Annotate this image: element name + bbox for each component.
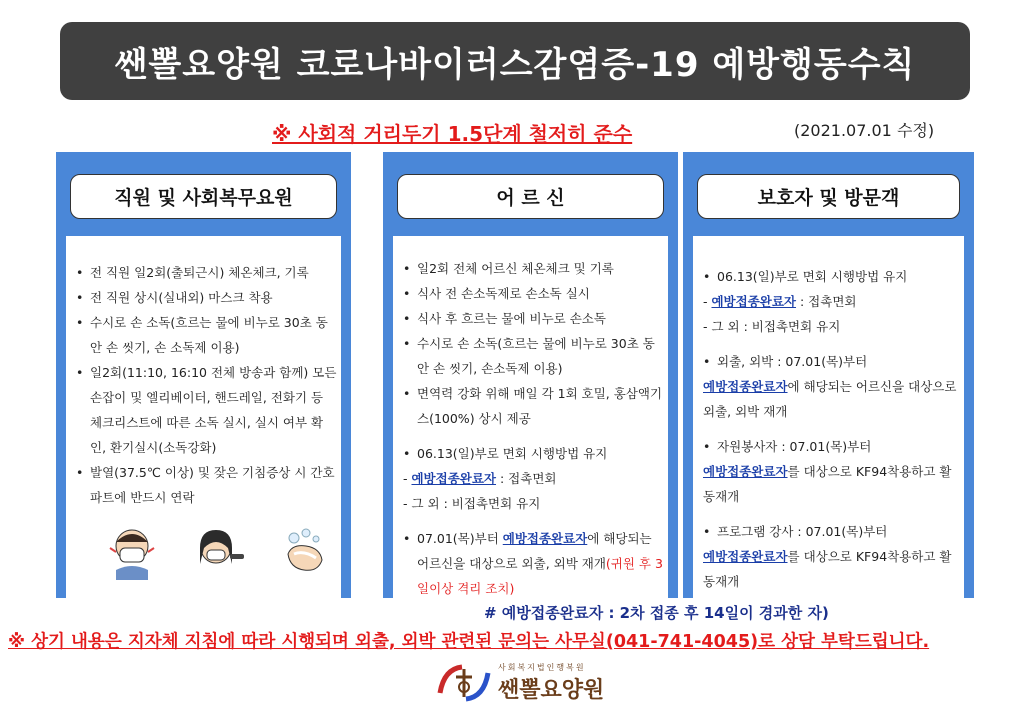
- list-item: • 전 직원 일2회(출퇴근시) 체온체크, 기록: [76, 260, 339, 285]
- page-title: 쌘뽈요양원 코로나바이러스감염증-19 예방행동수칙: [114, 44, 916, 85]
- distancing-notice: ※ 사회적 거리두기 1.5단계 철저히 준수: [272, 122, 633, 146]
- lecturer-detail: [703, 544, 962, 594]
- column-header: 어 르 신: [397, 174, 664, 219]
- volunteer-suffix: 를 대상으로 KF94착용하고 활동재개: [703, 464, 952, 504]
- column-residents: [383, 152, 678, 598]
- isolation-note: (귀원 후 3일이상 격리 조치): [417, 556, 663, 596]
- visit-other-line: - 그 외 : 비접촉면회 유지: [703, 319, 841, 334]
- list-item: • 일2회 전체 어르신 체온체크 및 기록: [403, 256, 666, 281]
- outing-suffix: 에 해당되는 어르신을 대상으로 외출, 외박 재개: [417, 531, 652, 571]
- vaccinated-link[interactable]: 예방접종완료자: [502, 531, 588, 546]
- revision-date: (2021.07.01 수정): [794, 121, 935, 140]
- org-subtitle: 사회복지법인행복원: [498, 663, 586, 672]
- resident-rules-list: [403, 256, 666, 601]
- vaccinated-definition: # 예방접종완료자 : 2차 접종 후 14일이 경과한 자): [484, 604, 829, 622]
- vaccinated-link[interactable]: 예방접종완료자: [703, 549, 788, 564]
- list-item: • 자원봉사자 : 07.01(목)부터: [703, 434, 962, 459]
- list-item: • 전 직원 상시(실내외) 마스크 착용: [76, 285, 339, 310]
- list-item: • 외출, 외박 : 07.01(목)부터: [703, 349, 962, 374]
- list-item: • 식사 전 손소독제로 손소독 실시: [403, 281, 666, 306]
- outing-prefix: 07.01(목)부터: [417, 531, 503, 546]
- list-item: • 수시로 손 소독(흐르는 물에 비누로 30초 동안 손 씻기, 손 소독제 이용): [76, 310, 339, 360]
- column-header: 직원 및 사회복무요원: [70, 174, 337, 219]
- column-visitors: [683, 152, 974, 598]
- org-logo-icon: [436, 663, 492, 703]
- lecturer-suffix: 를 대상으로 KF94착용하고 활동재개: [703, 549, 952, 589]
- hand-washing-icon: [276, 524, 332, 580]
- vaccinated-link[interactable]: 예방접종완료자: [703, 379, 788, 394]
- visit-other-line: - 그 외 : 비접촉면회 유지: [403, 496, 541, 511]
- title-banner: [60, 22, 970, 100]
- contact-notice: ※ 상기 내용은 지자체 지침에 따라 시행되며 외출, 외박 관련된 문의는 사무실(041-741-4045)로 상담 부탁드립니다.: [8, 632, 930, 652]
- visitor-rules-list: [703, 264, 962, 594]
- column-header: 보호자 및 방문객: [697, 174, 960, 219]
- outing-suffix: 에 해당되는 어르신을 대상으로 외출, 외박 재개: [703, 379, 957, 419]
- column-staff: [56, 152, 351, 598]
- list-item: • 프로그램 강사 : 07.01(목)부터: [703, 519, 962, 544]
- org-logo: [436, 662, 604, 704]
- list-item: • 06.13(일)부로 면회 시행방법 유지: [403, 441, 666, 466]
- list-item: • 일2회(11:10, 16:10 전체 방송과 함께) 모든 손잡이 및 엘리베이터, 핸드레일, 전화기 등 체크리스트에 따른 소독 실시, 실시 여부 확인, 환기실시(소독강화): [76, 360, 339, 460]
- list-item: • 식사 후 흐르는 물에 비누로 손소독: [403, 306, 666, 331]
- org-logo-text: [498, 662, 604, 704]
- vaccinated-link[interactable]: 예방접종완료자: [703, 464, 788, 479]
- list-item: • 발열(37.5℃ 이상) 및 잦은 기침증상 시 간호파트에 반드시 연락: [76, 460, 339, 510]
- hygiene-illustrations: [104, 524, 332, 580]
- outing-item: [403, 526, 666, 601]
- org-name: 쌘뽈요양원: [498, 678, 605, 703]
- list-item: • 면역력 강화 위해 매일 각 1회 호밀, 홍삼액기스(100%) 상시 제공: [403, 381, 666, 431]
- vaccinated-link[interactable]: 예방접종완료자: [711, 294, 797, 309]
- list-item: • 수시로 손 소독(흐르는 물에 비누로 30초 동안 손 씻기, 손소독제 이용): [403, 331, 666, 381]
- visit-vaccinated-line: - 예방접종완료자 : 접촉면회: [403, 471, 557, 486]
- temperature-check-icon: [190, 524, 246, 580]
- list-item: • 06.13(일)부로 면회 시행방법 유지: [703, 264, 962, 289]
- visit-vaccinated-line: - 예방접종완료자 : 접촉면회: [703, 294, 857, 309]
- mask-wearing-icon: [104, 524, 160, 580]
- outing-detail: [703, 374, 962, 424]
- staff-rules-list: [76, 260, 339, 510]
- visit-rule-text: : 접촉면회: [496, 471, 557, 486]
- volunteer-detail: [703, 459, 962, 509]
- visit-rule-text: : 접촉면회: [796, 294, 857, 309]
- vaccinated-link[interactable]: 예방접종완료자: [411, 471, 497, 486]
